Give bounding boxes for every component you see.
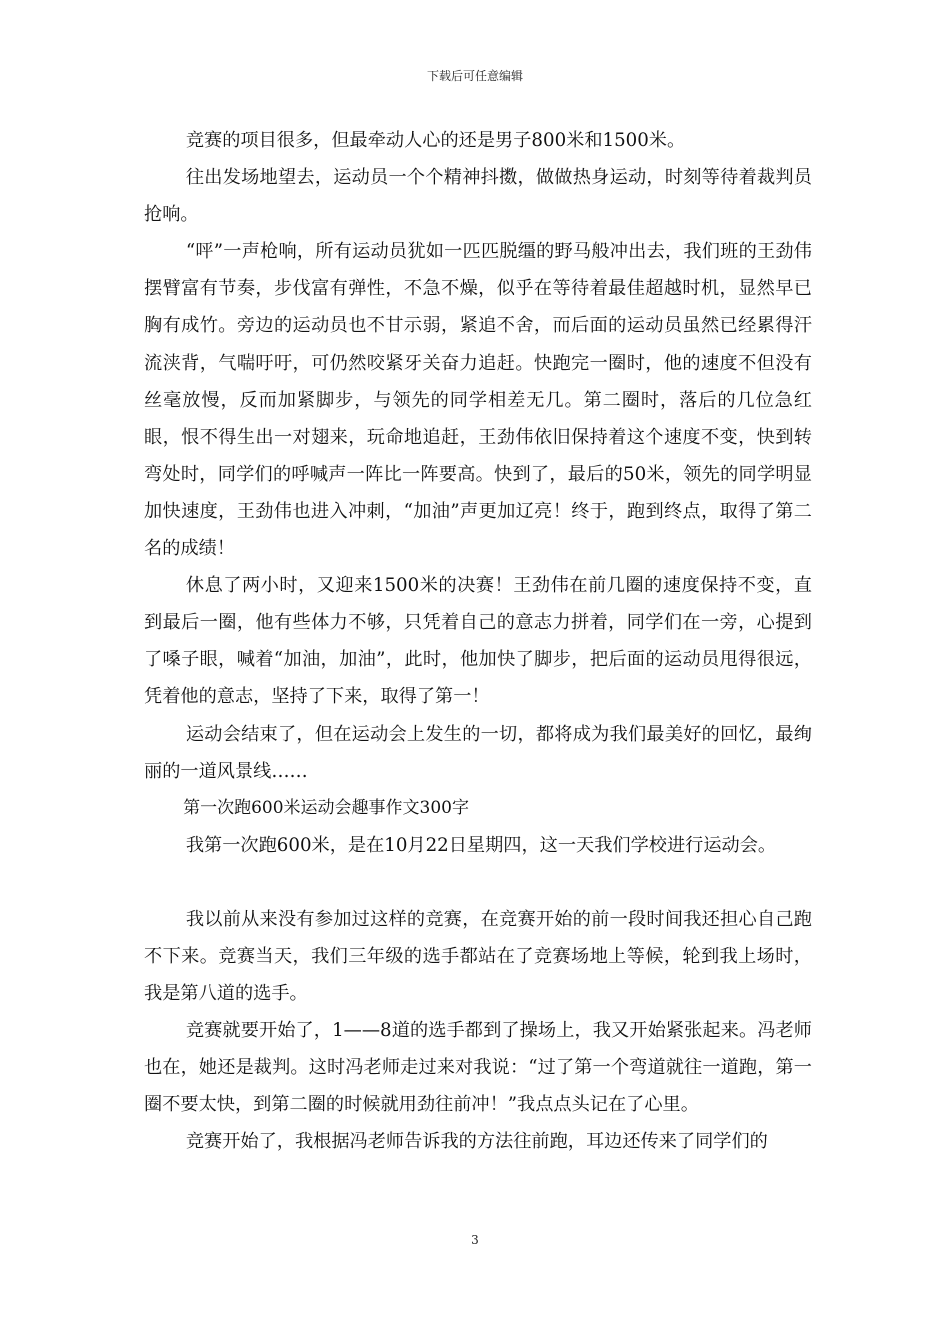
paragraph-start-area: 往出发场地望去，运动员一个个精神抖擞，做做热身运动，时刻等待着裁判员抢响。 <box>144 167 812 226</box>
paragraph-closing: 运动会结束了，但在运动会上发生的一切，都将成为我们最美好的回忆，最绚丽的一道风景线…… <box>144 723 812 782</box>
document-body <box>144 122 812 1161</box>
paragraph-800m-race: “呯”一声枪响，所有运动员犹如一匹匹脱缰的野马般冲出去，我们班的王劲伟摆臂富有节奏，步伐富有弹性，不急不燥，似乎在等待着最佳超越时机，显然早已胸有成竹。旁边的运动员也不甘示弱，紧追不舍，而后面的运动员虽然已经累得汗流浃背，气喘吁吁，可仍然咬紧牙关奋力追赶。快跑完一圈时，他的速度不但没有丝毫放慢，反而加紧脚步，与领先的同学相差无几。第二圈时，落后的几位急红眼，恨不得生出一对翅来，玩命地追赶，王劲伟依旧保持着这个速度不变，快到转弯处时，同学们的呼喊声一阵比一阵要高。快到了，最后的50米，领先的同学明显加快速度，王劲伟也进入冲刺，“加油”声更加辽亮！终于，跑到终点，取得了第二名的成绩！ <box>144 241 812 560</box>
paragraph-1500m-final: 休息了两小时，又迎来1500米的决赛！王劲伟在前几圈的速度保持不变，直到最后一圈，他有些体力不够，只凭着自己的意志力拼着，同学们在一旁，心提到了嗓子眼，喊着“加油，加油”，此时，他加快了脚步，把后面的运动员甩得很远，凭着他的意志，坚持了下来，取得了第一！ <box>144 575 812 708</box>
essay-title: 第一次跑600米运动会趣事作文300字 <box>183 797 469 818</box>
page-header: 下载后可任意编辑 <box>426 69 523 83</box>
paragraph-race-start: 竞赛开始了，我根据冯老师告诉我的方法往前跑，耳边还传来了同学们的 <box>185 1131 768 1153</box>
page-number: 3 <box>471 1233 479 1247</box>
paragraph-teacher-advice: 竞赛就要开始了，1——8道的选手都到了操场上，我又开始紧张起来。冯老师也在，她还是裁判。这时冯老师走过来对我说：“过了第一个弯道就往一道跑，第一圈不要太快，到第二圈的时候就用劲往前冲！”我点点头记在了心里。 <box>144 1020 812 1116</box>
paragraph-events-intro: 竞赛的项目很多，但最牵动人心的还是男子800米和1500米。 <box>185 130 686 151</box>
paragraph-worry: 我以前从来没有参加过这样的竞赛，在竞赛开始的前一段时间我还担心自己跑不下来。竞赛当天，我们三年级的选手都站在了竞赛场地上等候，轮到我上场时，我是第八道的选手。 <box>144 908 812 1005</box>
paragraph-first-600m: 我第一次跑600米，是在10月22日星期四，这一天我们学校进行运动会。 <box>185 834 777 856</box>
